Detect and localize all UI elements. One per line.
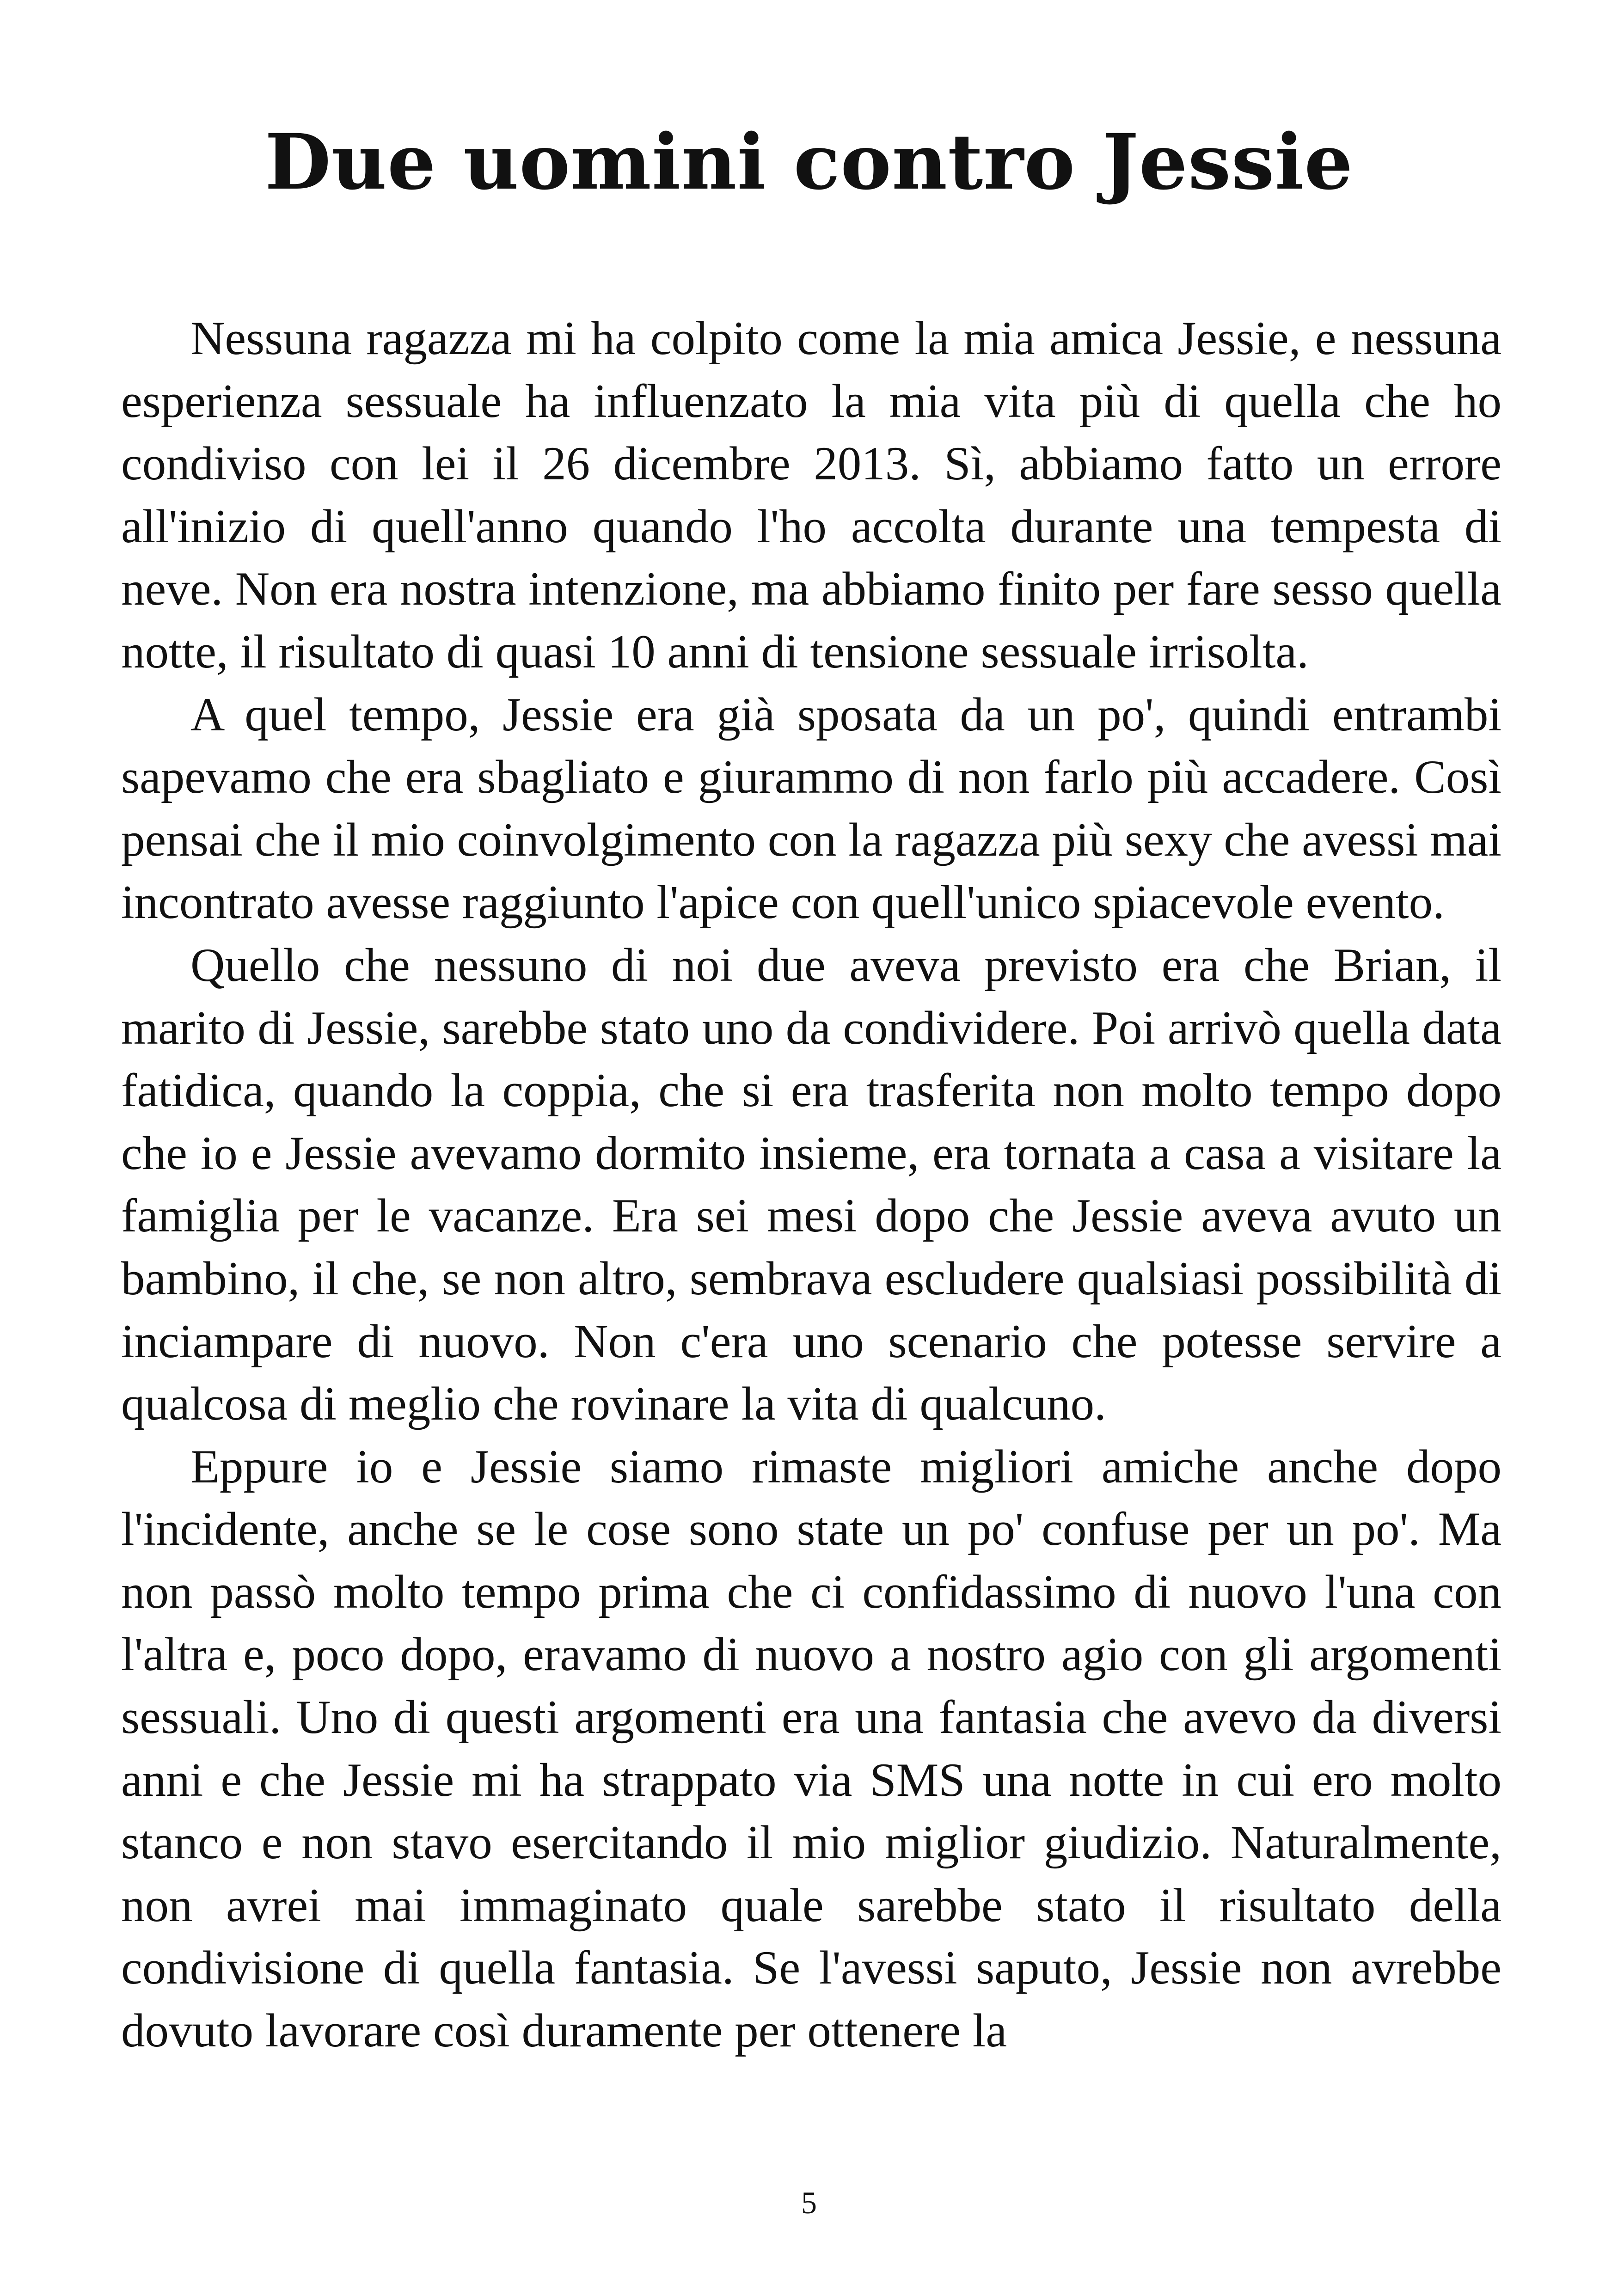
paragraph-2: A quel tempo, Jessie era già sposata da un po', quindi entrambi sapevamo che era sbagliato e giurammo di non farlo più accadere. Così pensai che il mio coinvolgimento con la ragazza più sexy che avessi mai incontrato avesse raggiunto l'apice con quell'unico spiacevole evento. [121, 688, 1502, 929]
paragraph-3: Quello che nessuno di noi due aveva previsto era che Brian, il marito di Jessie, sarebbe stato uno da condividere. Poi arrivò quella data fatidica, quando la coppia, che si era trasferita non molto tempo dopo che io e Jessie avevamo dormito insieme, era tornata a casa a visitare la famiglia per le vacanze. Era sei mesi dopo che Jessie aveva avuto un bambino, il che, se non altro, sembrava escludere qualsiasi possibilità di inciampare di nuovo. Non c'era uno scenario che potesse servire a qualcosa di meglio che rovinare la vita di qualcuno. [121, 938, 1502, 1431]
chapter-title: Due uomini contro Jessie [264, 117, 1354, 207]
chapter-body [121, 307, 1502, 2063]
page-number: 5 [801, 2185, 817, 2220]
paragraph-1: Nessuna ragazza mi ha colpito come la mia amica Jessie, e nessuna esperienza sessuale ha influenzato la mia vita più di quella che ho condiviso con lei il 26 dicembre 2013. Sì, abbiamo fatto un errore all'inizio di quell'anno quando l'ho accolta durante una tempesta di neve. Non era nostra intenzione, ma abbiamo finito per fare sesso quella notte, il risultato di quasi 10 anni di tensione sessuale irrisolta. [121, 312, 1502, 678]
paragraph-4: Eppure io e Jessie siamo rimaste migliori amiche anche dopo l'incidente, anche se le cose sono state un po' confuse per un po'. Ma non passò molto tempo prima che ci confidassimo di nuovo l'una con l'altra e, poco dopo, eravamo di nuovo a nostro agio con gli argomenti sessuali. Uno di questi argomenti era una fantasia che avevo da diversi anni e che Jessie mi ha strappato via SMS una notte in cui ero molto stanco e non stavo esercitando il mio miglior giudizio. Naturalmente, non avrei mai immaginato quale sarebbe stato il risultato della condivisione di quella fantasia. Se l'avessi saputo, Jessie non avrebbe dovuto lavorare così duramente per ottenere la [121, 1440, 1502, 2057]
